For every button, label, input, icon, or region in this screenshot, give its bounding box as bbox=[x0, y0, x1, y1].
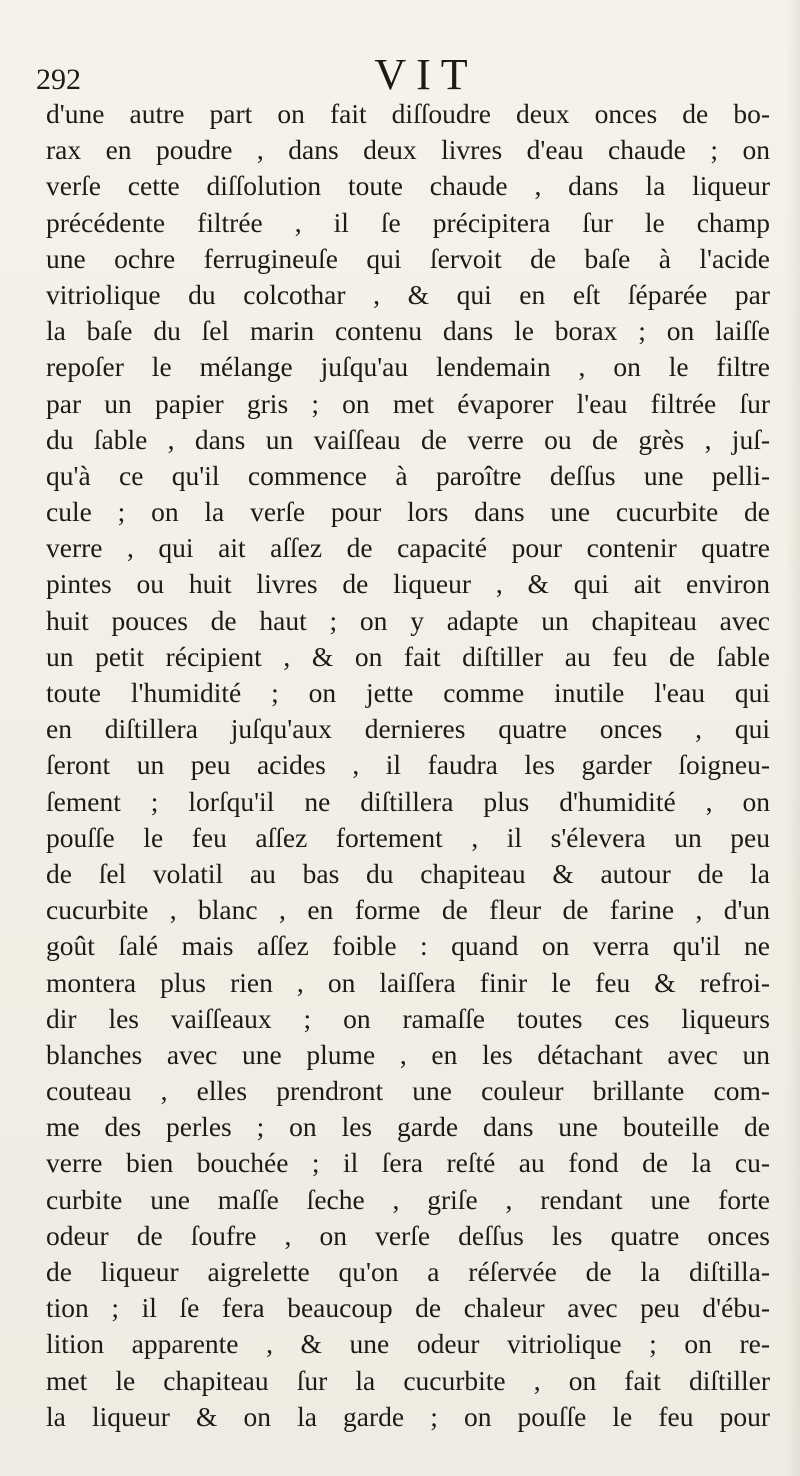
text-line: huit pouces de haut ; on y adapte un chapiteau avec bbox=[46, 604, 770, 636]
text-line: du ſable , dans un vaiſſeau de verre ou de grès , juſ- bbox=[46, 423, 770, 455]
text-line: dir les vaiſſeaux ; on ramaſſe toutes ces liqueurs bbox=[46, 1002, 770, 1034]
text-line: me des perles ; on les garde dans une bouteille de bbox=[46, 1111, 770, 1143]
text-line: en diſtillera juſqu'aux dernieres quatre onces , qui bbox=[46, 713, 770, 745]
text-line: par un papier gris ; on met évaporer l'eau filtrée ſur bbox=[46, 387, 770, 419]
text-line: blanches avec une plume , en les détachant avec un bbox=[46, 1038, 770, 1070]
text-line: lition apparente , & une odeur vitriolique ; on re- bbox=[46, 1328, 770, 1360]
text-line: verſe cette diſſolution toute chaude , dans la liqueur bbox=[46, 170, 770, 202]
text-line: de liqueur aigrelette qu'on a réſervée de la diſtilla- bbox=[46, 1256, 770, 1287]
text-line: cule ; on la verſe pour lors dans une cucurbite de bbox=[46, 496, 770, 528]
text-line: d'une autre part on fait diſſoudre deux onces de bo- bbox=[46, 98, 770, 129]
text-line: tion ; il ſe fera beaucoup de chaleur avec peu d'ébu- bbox=[46, 1292, 770, 1324]
text-line: la liqueur & on la garde ; on pouſſe le feu pour bbox=[46, 1400, 770, 1432]
text-line: une ochre ferrugineuſe qui ſervoit de baſe à l'acide bbox=[46, 242, 770, 274]
running-head: VIT bbox=[374, 50, 478, 99]
text-line: pintes ou huit livres de liqueur , & qui ait environ bbox=[46, 568, 770, 600]
page-header bbox=[36, 44, 766, 104]
text-line: verre bien bouchée ; il ſera reſté au fond de la cu- bbox=[46, 1147, 770, 1179]
text-line: couteau , elles prendront une couleur brillante com- bbox=[46, 1075, 770, 1107]
text-line: verre , qui ait aſſez de capacité pour contenir quatre bbox=[46, 532, 770, 564]
text-line: curbite une maſſe ſeche , griſe , rendant une forte bbox=[46, 1183, 770, 1215]
text-line: ſeront un peu acides , il faudra les garder ſoigneu- bbox=[46, 749, 770, 781]
text-line: pouſſe le feu aſſez fortement , il s'élevera un peu bbox=[46, 821, 770, 853]
text-line: un petit récipient , & on fait diſtiller au feu de ſable bbox=[46, 640, 770, 672]
text-line: montera plus rien , on laiſſera finir le feu & refroi- bbox=[46, 966, 770, 998]
text-line: toute l'humidité ; on jette comme inutile l'eau qui bbox=[46, 677, 770, 708]
text-line: rax en poudre , dans deux livres d'eau chaude ; on bbox=[46, 134, 770, 166]
text-line: ſement ; lorſqu'il ne diſtillera plus d'humidité , on bbox=[46, 785, 770, 817]
text-line: met le chapiteau ſur la cucurbite , on fait diſtiller bbox=[46, 1364, 770, 1396]
page-edge-shadow bbox=[786, 0, 800, 1476]
text-line: vitriolique du colcothar , & qui en eſt ſéparée par bbox=[46, 278, 770, 310]
text-line: la baſe du ſel marin contenu dans le borax ; on laiſſe bbox=[46, 315, 770, 347]
text-line: odeur de ſoufre , on verſe deſſus les quatre onces bbox=[46, 1219, 770, 1251]
text-line: repoſer le mélange juſqu'au lendemain , on le filtre bbox=[46, 351, 770, 383]
body-text bbox=[46, 96, 770, 1435]
text-line: goût ſalé mais aſſez foible : quand on verra qu'il ne bbox=[46, 930, 770, 962]
text-line: cucurbite , blanc , en forme de fleur de farine , d'un bbox=[46, 894, 770, 926]
page-number: 292 bbox=[36, 63, 81, 96]
text-line: de ſel volatil au bas du chapiteau & autour de la bbox=[46, 857, 770, 889]
text-line: qu'à ce qu'il commence à paroître deſſus une pelli- bbox=[46, 459, 770, 491]
text-line: précédente filtrée , il ſe précipitera ſur le champ bbox=[46, 206, 770, 238]
